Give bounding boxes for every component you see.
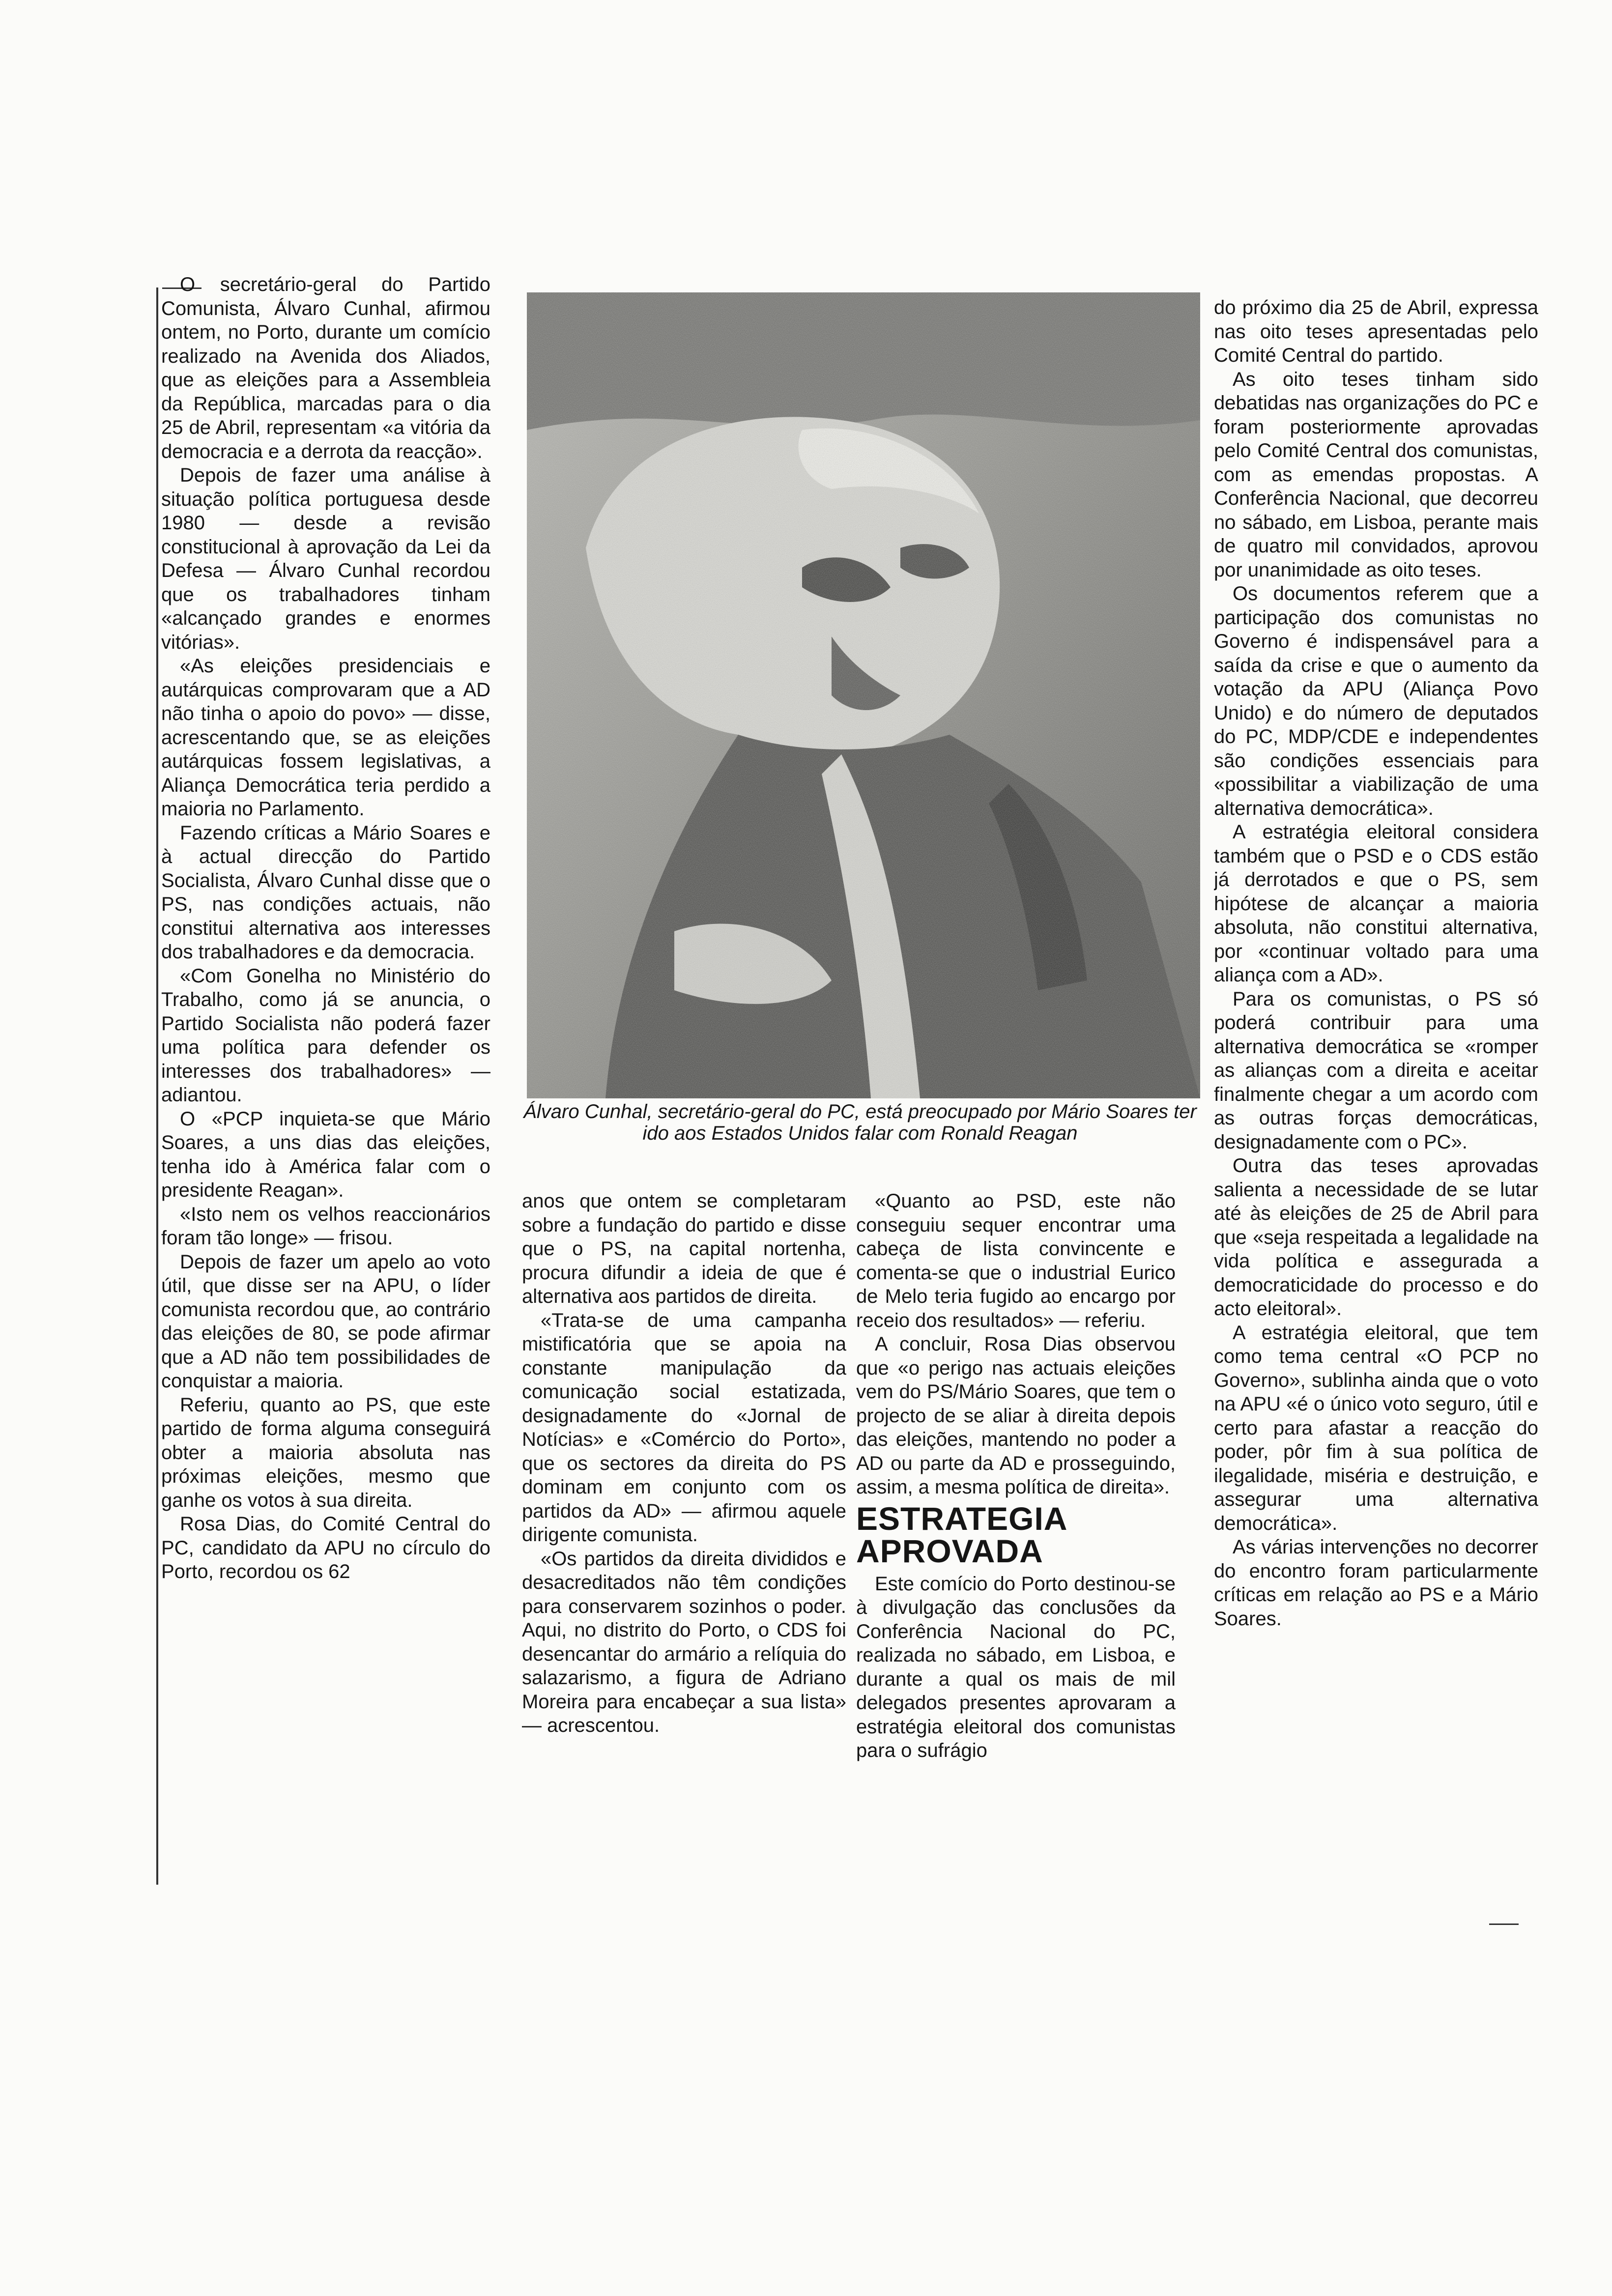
paragraph: anos que ontem se completaram sobre a fundação do partido e disse que o PS, na capital nortenha, procura difundir a ideia de que é alternativa aos partidos de direita. [522,1190,846,1307]
paragraph: Outra das teses aprovadas salienta a necessidade de se lutar até às eleições de 25 de Abril para que «seja respeitada a legalidade na vida política e assegurada a democraticidade do processo e do acto eleitoral». [1214,1155,1538,1320]
paragraph: «Com Gonelha no Ministério do Trabalho, como já se anuncia, o Partido Socialista não poderá fazer uma política para defender os interesses dos trabalhadores» — adiantou. [161,965,490,1106]
article-photo [527,292,1200,1098]
paragraph: Fazendo críticas a Mário Soares e à actual direcção do Partido Socialista, Álvaro Cunhal disse que o PS, nas condições actuais, não constitui alternativa aos interesses dos trabalhadores e da democracia. [161,822,490,963]
paragraph: «Isto nem os velhos reaccionários foram tão longe» — frisou. [161,1203,490,1249]
paragraph: Os documentos referem que a participação dos comunistas no Governo é indispensável para a saída da crise e que o aumento da votação da APU (Aliança Povo Unido) e do número de deputados do PC, MDP/CDE e independentes são condições essenciais para «possibilitar a viabilização de uma alternativa democrática». [1214,583,1538,819]
paragraph: «As eleições presidenciais e autárquicas comprovaram que a AD não tinha o apoio do povo» — disse, acrescentando que, se as eleições autárquicas fossem legislativas, a Aliança Democrática teria perdido a maioria no Parlamento. [161,655,490,820]
paragraph: O «PCP inquieta-se que Mário Soares, a uns dias das eleições, tenha ido à América falar com o presidente Reagan». [161,1108,490,1201]
paragraph: «Quanto ao PSD, este não conseguiu sequer encontrar uma cabeça de lista convincente e comenta-se que o industrial Eurico de Melo teria fugido ao encargo por receio dos resultados» — referiu. [856,1190,1176,1331]
end-rule [1489,1923,1519,1925]
paragraph: «Os partidos da direita divididos e desacreditados não têm condições para conservarem sozinhos o poder. Aqui, no distrito do Porto, o CDS foi desencantar do armário a relíquia do salazarismo, a figura de Adriano Moreira para encabeçar a sua lista» — acrescentou. [522,1548,846,1736]
article-column-4 [1214,296,1538,1937]
paragraph: As oito teses tinham sido debatidas nas organizações do PC e foram posteriormente aprovadas pelo Comité Central dos comunistas, com as emendas propostas. A Conferência Nacional, que decorreu no sábado, em Lisboa, perante mais de quatro mil convidados, aprovou por unanimidade as oito teses. [1214,368,1538,581]
article-column-2 [522,1189,846,1887]
paragraph: O secretário-geral do Partido Comunista, Álvaro Cunhal, afirmou ontem, no Porto, durante um comício realizado na Avenida dos Aliados, que as eleições para a Assembleia da República, marcadas para o dia 25 de Abril, representam «a vitória da democracia e a derrota da reacção». [161,274,490,462]
section-subheading: ESTRATEGIA APROVADA [856,1500,1068,1569]
paragraph: Depois de fazer uma análise à situação política portuguesa desde 1980 — desde a revisão constitucional à aprovação da Lei da Defesa — Álvaro Cunhal recordou que os trabalhadores tinham «alcançado grandes e enormes vitórias». [161,464,490,653]
paragraph: A estratégia eleitoral considera também que o PSD e o CDS estão já derrotados e que o PS, sem hipótese de alcançar a maioria absoluta, não constitui alternativa, por «continuar voltado para uma aliança com a AD». [1214,821,1538,986]
paragraph: As várias intervenções no decorrer do encontro foram particularmente críticas em relação ao PS e a Mário Soares. [1214,1536,1538,1630]
paragraph: «Trata-se de uma campanha mistificatória que se apoia na constante manipulação da comunicação social estatizada, designadamente do «Jornal de Notícias» e «Comércio do Porto», que os sectores da direita do PS dominam em conjunto com os partidos da AD» — afirmou aquele dirigente comunista. [522,1309,846,1546]
paragraph: Depois de fazer um apelo ao voto útil, que disse ser na APU, o líder comunista recordou que, ao contrário das eleições de 80, se pode afirmar que a AD não tem possibilidades de conquistar a maioria. [161,1251,490,1392]
paragraph: A concluir, Rosa Dias observou que «o perigo nas actuais eleições vem do PS/Mário Soares, que tem o projecto de se aliar à direita depois das eleições, mantendo no poder a AD ou parte da AD e prosseguindo, assim, a mesma política de direita». [856,1333,1176,1498]
paragraph: Referiu, quanto ao PS, que este partido de forma alguma conseguirá obter a maioria absoluta nas próximas eleições, mesmo que ganhe os votos à sua direita. [161,1394,490,1511]
photo-image [527,292,1200,1098]
paragraph: Para os comunistas, o PS só poderá contribuir para uma alternativa democrática se «romper as alianças com a direita e aceitar finalmente chegar a um acordo com as outras forças democráticas, designadamente com o PC». [1214,988,1538,1153]
photo-caption: Álvaro Cunhal, secretário-geral do PC, está preocupado por Mário Soares ter ido aos Estados Unidos falar com Ronald Reagan [523,1101,1197,1144]
column-rule [156,287,158,1885]
paragraph: Este comício do Porto destinou-se à divulgação das conclusões da Conferência Nacional do PC, realizada no sábado, em Lisboa, e durante a qual os mais de mil delegados presentes aprovaram a estratégia eleitoral dos comunistas para o sufrágio [856,1573,1176,1761]
paragraph: A estratégia eleitoral, que tem como tema central «O PCP no Governo», sublinha ainda que o voto na APU «é o único voto seguro, útil e certo para afastar a reacção do poder, pôr fim à sua política de ilegalidade, miséria e destruição, e assegurar uma alternativa democrática». [1214,1321,1538,1534]
article-column-1 [161,273,490,1909]
article-column-3 [856,1189,1176,1887]
paragraph: do próximo dia 25 de Abril, expressa nas oito teses apresentadas pelo Comité Central do partido. [1214,297,1538,366]
paragraph: Rosa Dias, do Comité Central do PC, candidato da APU no círculo do Porto, recordou os 62 [161,1513,490,1582]
